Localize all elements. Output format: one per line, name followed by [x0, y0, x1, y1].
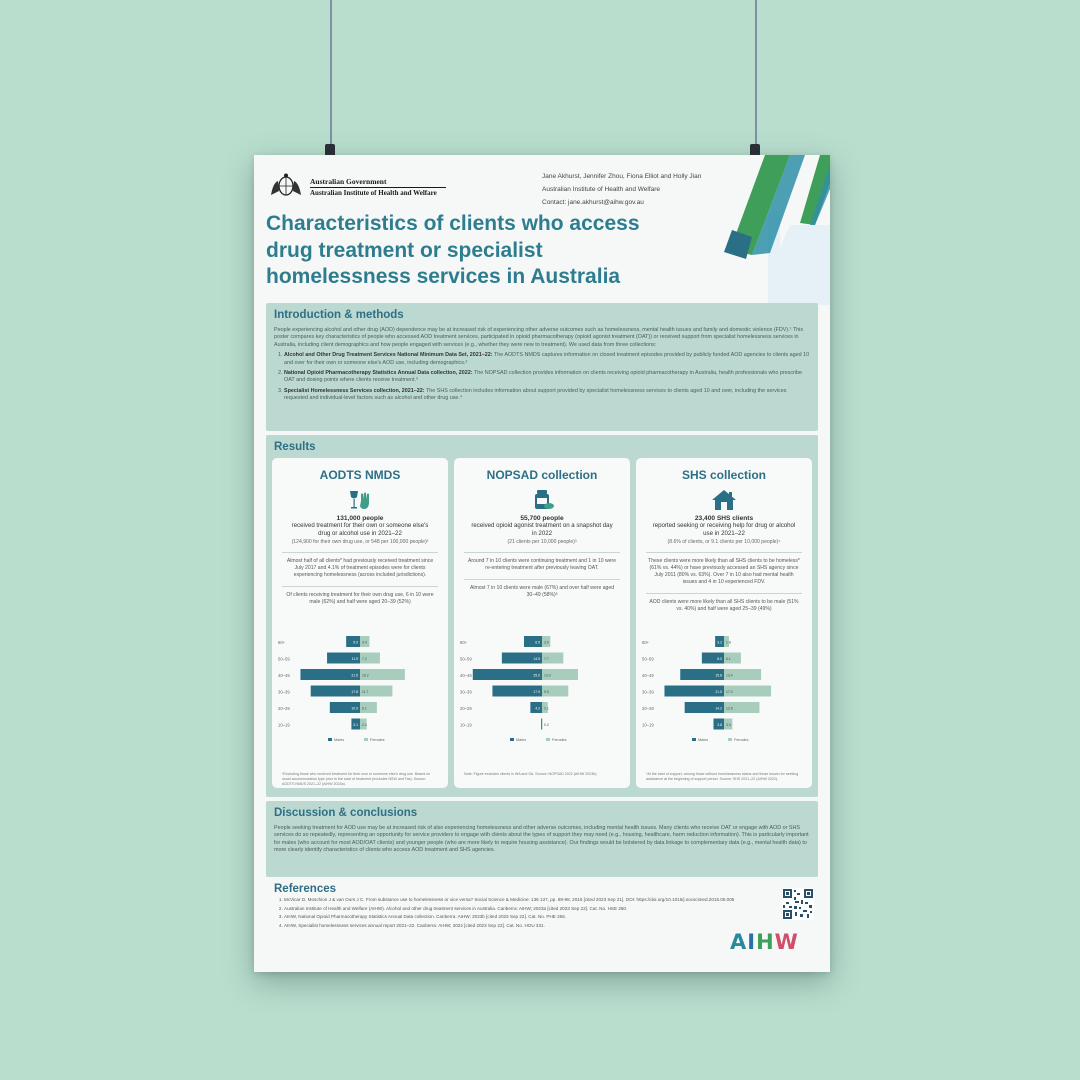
card-footnote: *Excluding those who received treatment for their own or someone else's drug use. Based on usual accommodation type prior to the start of treatment (excludes NSW and Tas). Source: AODTS NMDS 2021–22 (AIHW 2023a).: [282, 772, 431, 786]
wine-glass-hand-icon: [347, 489, 373, 511]
axis-tick-label: 60+: [278, 640, 286, 645]
gov-name: Australian Government: [310, 177, 387, 186]
references-section: [266, 881, 818, 967]
logo-divider: [310, 187, 446, 188]
reference-item: 4. AIHW, Specialist homelessness services annual report 2021–22. Canberra: AIHW; 2022 [cited 2023 Sep 22]. Cat. No. HOU 331.: [284, 923, 736, 930]
poster: [254, 155, 830, 972]
data-label: 10.9: [351, 706, 358, 711]
stat-subtext: (21 clients per 10,000 people)³: [507, 539, 577, 545]
data-label: 8.0: [717, 657, 722, 661]
aihw-letter: I: [747, 930, 757, 954]
data-label: 11.7: [362, 690, 369, 694]
card-footnote: Note: Figure excludes clients in WA and SA. Source: NOPSAD 2022 (AIHW 2023b).: [464, 772, 598, 776]
axis-tick-label: 30–39: [642, 689, 654, 695]
pill-bottle-icon: [529, 489, 555, 511]
collection-title: National Opioid Pharmacotherapy Statistics Annual Data collection, 2022:: [284, 370, 473, 377]
legend-label: Females: [552, 738, 567, 742]
card-divider: [282, 586, 438, 587]
data-label: 12.8: [726, 706, 733, 711]
collection-item: [284, 370, 810, 385]
aihw-logo: [730, 930, 799, 954]
data-label: 2.4: [362, 723, 367, 727]
data-label: 9.5: [544, 690, 549, 694]
data-label: 0.2: [544, 723, 549, 727]
data-label: 17.9: [533, 690, 540, 694]
stat-number: 23,400 SHS clients: [694, 515, 754, 522]
data-label: 5.0: [353, 640, 358, 645]
authors: Jane Akhurst, Jennifer Zhou, Fiona Elliot and Holly Jian: [542, 173, 702, 180]
data-label: 3.2: [717, 640, 722, 645]
age-sex-chart-aodts: [272, 628, 448, 763]
card-paragraph-2: Of clients receiving treatment for their own drug use, 6 in 10 were male (62%) and half were aged 20–39 (52%): [286, 592, 434, 605]
age-sex-chart-nopsad: [454, 628, 630, 763]
axis-tick-label: 60+: [460, 640, 468, 645]
data-label: 3.0: [726, 723, 731, 727]
qr-code[interactable]: [782, 888, 814, 920]
axis-tick-label: 10–19: [642, 722, 654, 728]
legend-swatch-male: [510, 738, 514, 741]
discussion-heading: Discussion & conclusions: [274, 807, 418, 819]
stat-subtext: (124,900 for their own drug use, or 548 per 100,000 people)²: [291, 539, 429, 545]
data-label: 21.5: [715, 690, 722, 694]
axis-tick-label: 40–49: [642, 673, 654, 678]
data-label: 13.0: [544, 673, 551, 678]
results-section: [266, 435, 818, 797]
data-label: 3.8: [717, 723, 722, 727]
data-label: 3.4: [362, 640, 367, 645]
axis-tick-label: 40–49: [460, 673, 472, 678]
axis-tick-label: 20–29: [642, 706, 654, 711]
data-label: 3.1: [353, 723, 358, 727]
stat-number: 55,700 people: [520, 515, 564, 522]
legend-label: Males: [516, 738, 527, 742]
card-paragraph-1: Around 7 in 10 clients were continuing treatment and 1 in 10 were re-entering treatment after previously leaving OAT.: [467, 558, 617, 571]
coat-of-arms-icon: [268, 173, 304, 199]
axis-tick-label: 40–49: [278, 673, 290, 678]
stat-number: 131,000 people: [336, 515, 384, 522]
card-title: AODTS NMDS: [319, 468, 401, 482]
axis-tick-label: 50–59: [642, 656, 654, 662]
card-aodts: [272, 458, 448, 788]
legend-label: Females: [734, 738, 749, 742]
reference-item: 3. AIHW, National Opioid Pharmacotherapy Statistics Annual Data collection. Canberra: AIHW; 2023b [cited 2023 Sep 22]. Cat. No. PHE 266.: [284, 914, 736, 921]
card-paragraph-2: AOD clients were more likely than all SHS clients to be male (51% vs. 40%) and half were aged 25–39 (49%): [649, 599, 799, 612]
hanging-string-left: [330, 0, 332, 146]
axis-tick-label: 60+: [642, 640, 650, 645]
institute: Australian Institute of Health and Welfare: [542, 186, 661, 193]
stat-description: received treatment for their own or someone else's drug or alcohol use in 2021–22: [291, 522, 429, 537]
data-label: 3.0: [544, 640, 549, 645]
axis-tick-label: 20–29: [460, 706, 472, 711]
card-title: NOPSAD collection: [486, 468, 598, 482]
aihw-letter: A: [730, 930, 748, 954]
results-heading: Results: [274, 441, 316, 453]
card-paragraph-1: Almost half of all clients* had previously received treatment since July 2017 and 4.1% of treatment episodes were for clients experiencing homelessness (across included jurisdictions).: [286, 558, 434, 578]
data-label: 2.1: [544, 706, 549, 711]
data-label: 6.1: [726, 657, 731, 661]
references-list: [266, 897, 736, 929]
data-label: 11.9: [351, 657, 358, 661]
card-footnote: *At the start of support, among those without homelessness status and those known for seeking assistance at the beginning of support period. Source: SHS 2021–22 (AIHW 2022).: [646, 772, 799, 781]
data-label: 0.3: [535, 723, 540, 727]
legend-swatch-male: [692, 738, 696, 741]
references-heading: References: [274, 883, 337, 895]
discussion-paragraph: People seeking treatment for AOD use may be at increased risk of also experiencing homelessness and other adverse outcomes, including mental health issues. Many clients who receive OAT or engage with AOD or SHS services do so repeatedly, representing an opportunity for service providers to engage with clients about the types of support they may need (e.g., housing, healthcare, harm reduction information). This is particularly important for males (who account for most AOD/OAT clients) and younger people (who are more likely to require housing assistance). Our findings would be bolstered by data linkage to complementary data (e.g., mental health data) to more clearly identify characteristics of clients who access AOD treatment and SHS agencies.: [274, 825, 809, 854]
axis-tick-label: 20–29: [278, 706, 290, 711]
card-divider: [464, 579, 620, 580]
legend-swatch-female: [728, 738, 732, 741]
card-nopsad: [454, 458, 630, 788]
legend-label: Females: [370, 738, 385, 742]
data-label: 14.2: [715, 706, 722, 711]
data-label: 21.5: [351, 673, 358, 678]
house-icon: [711, 489, 737, 511]
data-label: 13.4: [726, 673, 733, 678]
bar-male: [473, 669, 542, 680]
collection-item: [284, 352, 810, 367]
data-label: 25.0: [533, 673, 540, 678]
data-label: 17.8: [351, 690, 358, 694]
axis-tick-label: 10–19: [460, 722, 472, 728]
bar-male: [541, 719, 542, 730]
collection-text: The SHS collection includes information about support provided by specialist homelessness services to clients aged 10 and over, including the services requested and individual-level factors such as alcohol and other drug use.⁴: [284, 387, 787, 402]
legend-label: Males: [334, 738, 345, 742]
card-divider: [646, 552, 802, 553]
card-title: SHS collection: [681, 468, 767, 482]
data-label: 14.5: [533, 657, 540, 661]
discussion-section: [266, 801, 818, 877]
card-paragraph-1: These clients were more likely than all SHS clients to be homeless* (61% vs. 44%) or have previously accessed an SHS agency since July 2011 (80% vs. 63%). Over 7 in 10 also had mental health issues and 4 in 10 experienced FDV.: [648, 558, 800, 585]
data-label: 4.2: [535, 706, 540, 711]
intro-heading: Introduction & methods: [274, 309, 404, 321]
collection-item: [284, 388, 810, 403]
legend-label: Males: [698, 738, 709, 742]
axis-tick-label: 30–39: [460, 689, 472, 695]
collection-text: The AODTS NMDS captures information on closed treatment episodes provided by publicly funded AOD agencies to clients aged 10 and over for their own or someone else's AOD use, including demographics.²: [284, 352, 810, 366]
data-label: 6.5: [535, 640, 540, 645]
aihw-letter: W: [774, 930, 799, 954]
card-divider: [646, 593, 802, 594]
data-label: 7.2: [362, 657, 367, 661]
decorative-stripes: [680, 155, 830, 305]
reference-item: 2. Australian Institute of Health and Welfare (AIHW). Alcohol and other drug treatment services in Australia. Canberra: AIHW; 2023a [cited 2023 Sep 22]. Cat. No. HSE 250.: [284, 906, 736, 913]
legend-swatch-male: [328, 738, 332, 741]
collection-title: Alcohol and Other Drug Treatment Services National Minimum Data Set, 2021–22:: [284, 352, 493, 359]
data-label: 6.1: [362, 706, 367, 711]
data-label: 16.2: [362, 673, 369, 678]
legend-swatch-female: [364, 738, 368, 741]
reference-item: 1. McVicar D, Moschion J & van Ours J C. From substance use to homelessness or vice versa? Social Science & Medicine: 136 137, pp. 89-98, 2015 [cited 2023 Sep 21]. DOI: https://doi.org/10.1016/j.socscimed.2015.05.005: [284, 897, 736, 904]
card-paragraph-2: Almost 7 in 10 clients were male (67%) and over half were aged 30–49 (58%)³: [469, 585, 615, 598]
card-divider: [464, 552, 620, 553]
intro-section: [266, 303, 818, 431]
poster-title: Characteristics of clients who access drug treatment or specialist homelessness services in Australia: [266, 212, 640, 288]
stat-subtext: (8.6% of clients, or 9.1 clients per 10,000 people)⁴: [667, 539, 781, 545]
axis-tick-label: 50–59: [278, 656, 290, 662]
legend-swatch-female: [546, 738, 550, 741]
age-sex-chart-shs: [636, 628, 812, 763]
agency-name: Australian Institute of Health and Welfare: [310, 189, 437, 197]
aihw-letter: H: [756, 930, 775, 954]
government-logo: [268, 173, 448, 201]
data-label: 17.0: [726, 690, 733, 694]
contact[interactable]: Contact: jane.akhurst@aihw.gov.au: [542, 199, 644, 206]
stat-description: reported seeking or receiving help for drug or alcohol use in 2021–22: [652, 522, 796, 537]
card-shs: [636, 458, 812, 788]
data-label: 15.8: [715, 673, 722, 678]
collection-text: The NOPSAD collection provides information on clients receiving opioid pharmacotherapy in Australia, health professionals who prescribe OAT and dosing points where clients receive treatment.³: [284, 370, 803, 384]
hanging-string-right: [755, 0, 757, 146]
axis-tick-label: 30–39: [278, 689, 290, 695]
data-label: 7.7: [544, 657, 549, 661]
axis-tick-label: 10–19: [278, 722, 290, 728]
card-divider: [282, 552, 438, 553]
collection-title: Specialist Homelessness Services collection, 2021–22:: [284, 387, 425, 394]
intro-paragraph: People experiencing alcohol and other drug (AOD) dependence may be at increased risk of experiencing other adverse outcomes such as homelessness, mental health issues and family and domestic violence (FDV).¹ This poster compares key characteristics of people who accessed AOD treatment services, participated in opioid pharmacotherapy (opioid agonist treatment (OAT)) or received support from specialist homelessness services in Australia, including client demographics and how people engaged with services (e.g., whether they were new to treatment). We used data from three collections:: [274, 327, 804, 348]
collections-list: [274, 352, 810, 402]
bar-female: [542, 719, 543, 730]
axis-tick-label: 50–59: [460, 656, 472, 662]
stat-description: received opioid agonist treatment on a snapshot day in 2022: [471, 522, 613, 537]
data-label: 1.8: [726, 640, 731, 645]
